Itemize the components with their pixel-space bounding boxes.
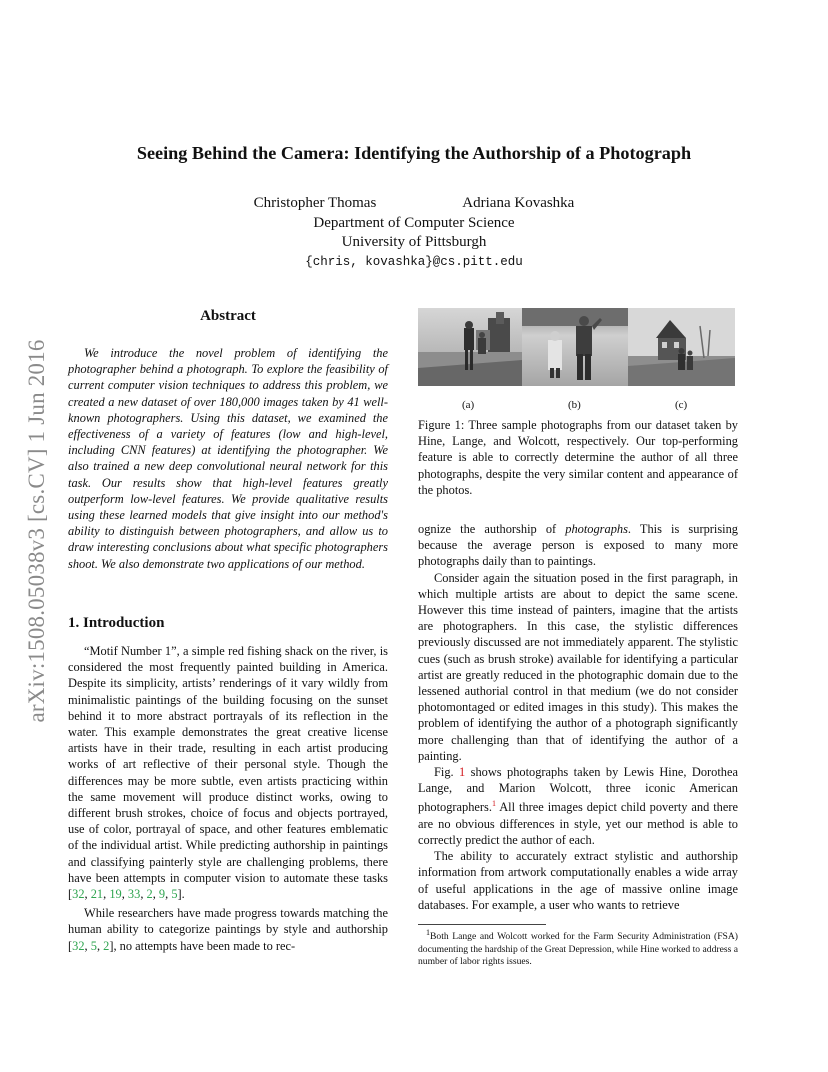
photo-b-lange	[522, 308, 628, 386]
intro-p1-text: “Motif Number 1”, a simple red fishing shack on the river, is considered the most frequently painted building in America. Despite its simplicity, artists’ renderings of it vary wildly from minimalistic paintings of the building focusing on the sunset behind it to more abstract portrayals of its reflection in the water. This example demonstrates the great creative license artists have in their trade, resulting in each artist producing works of art reflective of their personal style. Though the differences may be more subtle, even artists practicing within the same movement will produce distinct works, owing to different brush strokes, choice of focus and objects portrayed, use of color, portrayal of space, and other features emblematic of the individual artist. While predicting authorship in paintings and classifying painterly style are challenging problems, there have been attempts in computer vision to automate these tasks [	[68, 644, 388, 902]
subfigure-label-c: (c)	[675, 399, 688, 411]
photo-a-hine	[418, 308, 522, 386]
subfigure-label-a: (a)	[462, 399, 475, 411]
intro-paragraph-1: “Motif Number 1”, a simple red fishing shack on the river, is considered the most frequently painted building in America. Despite its simplicity, artists’ renderings of it vary wildly from minimalistic paintings of the building focusing on the sunset behind it to more abstract portrayals of its reflection in the water. This example demonstrates the great creative license artists have in their trade, resulting in each artist producing works of art reflective of their personal style. Though the differences may be more subtle, even artists practicing within the same movement will produce distinct works, owing to different brush strokes, choice of focus and objects portrayed, use of color, portrayal of space, and other features emblematic of the individual artist. While predicting authorship in paintings and classifying painterly style are challenging problems, there have been attempts in computer vision to automate these tasks [32, 21, 19, 33, 2, 9, 5].	[68, 644, 388, 902]
right-p2-end: All three images depict child poverty and there are no obvious differences in style, yet our method is able to correctly predict the author of each.	[418, 800, 738, 847]
abstract-heading: Abstract	[200, 308, 256, 324]
right-p0-text: ognize the authorship of	[418, 522, 566, 536]
right-p0-end: . This is surprising because the average person is exposed to many more photographs daily than to paintings.	[418, 522, 738, 569]
footnote-marker-link[interactable]: 1	[491, 799, 496, 809]
intro-p2-end: ], no attempts have been made to rec-	[109, 938, 296, 953]
author-email: {chris, kovashka}@cs.pitt.edu	[305, 255, 523, 269]
citation-link[interactable]: 32	[72, 887, 85, 902]
figure-reference-link[interactable]: 1	[459, 765, 466, 780]
photo-c-wolcott	[628, 308, 735, 386]
citation-link[interactable]: 5	[171, 887, 178, 902]
abstract-paragraph: We introduce the novel problem of identifying the photographer behind a photograph. To explore the feasibility of current computer vision techniques to address this problem, we created a new dataset of over 180,000 images taken by 41 well-known photographers. Using this dataset, we examined the effectiveness of a variety of features (low and high-level, including CNN features) at identifying the photographer. We also trained a new deep convolutional neural network for this task. Our results show that high-level features greatly outperform low-level features. We provide qualitative results using these learned models that give insight into our method's ability to distinguish between photographers, and allow us to draw interesting conclusions about what specific photographers shoot. We also demonstrate two applications of our method.	[68, 346, 388, 571]
subfigure-label-b: (b)	[568, 399, 581, 411]
intro-p2-text: While researchers have made progress towards matching the human ability to categorize paintings by style and authorship [	[68, 906, 388, 953]
footnote-text: Both Lange and Wolcott worked for the Farm Security Administration (FSA) documenting the hardship of the Great Depression, while Hine worked to address a number of labor rights issues.	[418, 931, 738, 967]
introduction-text	[68, 643, 388, 954]
intro-p1-end: ].	[177, 887, 185, 902]
citation-link[interactable]: 2	[146, 887, 153, 902]
footnote	[418, 927, 738, 968]
right-paragraph-3: The ability to accurately extract stylistic and authorship information from artwork computationally enables a wide array of useful applications in the age of massive online image databases. For example, a user who wants to retrieve	[418, 849, 738, 912]
citation-link[interactable]: 21	[90, 887, 104, 902]
right-p2-mid: shows photographs taken by Lewis Hine, Dorothea Lange, and Marion Wolcott, three iconic American photographers.	[418, 765, 738, 815]
affiliation-university: University of Pittsburgh	[341, 234, 487, 250]
arxiv-identifier	[22, 296, 52, 766]
author-2: Adriana Kovashka	[462, 195, 575, 211]
citation-link[interactable]: 2	[103, 938, 110, 953]
abstract-text	[68, 345, 388, 572]
paper-title: Seeing Behind the Camera: Identifying the Authorship of a Photograph	[136, 143, 692, 163]
citation-link[interactable]: 5	[90, 938, 97, 953]
right-p2-text: Fig.	[434, 765, 460, 780]
right-p0-emphasis: photographs	[565, 522, 628, 536]
citation-link[interactable]: 19	[109, 887, 122, 902]
affiliation-department: Department of Computer Science	[313, 215, 515, 231]
arxiv-identifier-text: arXiv:1508.05038v3 [cs.CV] 1 Jun 2016	[24, 339, 49, 723]
citation-link[interactable]: 9	[158, 887, 166, 902]
right-paragraph-1: Consider again the situation posed in the first paragraph, in which multiple artists are about to depict the same scene. However this time instead of painters, imagine that the artists are photographers. In this case, the stylistic differences previously discussed are not immediately apparent. The stylistic cues (such as brush stroke) available for identifying a particular artist are greatly reduced in the photographic domain due to the lessened authorial control in that medium (we do not consider photomontaged or edited images in this study). This makes the problem of identifying the author of a photograph significantly more challenging than that of identifying the author of a painting.	[418, 570, 738, 763]
author-list	[0, 195, 828, 212]
author-1: Christopher Thomas	[253, 195, 377, 211]
intro-paragraph-2: While researchers have made progress towards matching the human ability to categorize paintings by style and authorship [32, 5, 2], no attempts have been made to rec-	[68, 906, 388, 953]
introduction-heading: 1. Introduction	[68, 615, 165, 631]
right-paragraph-0	[418, 521, 738, 570]
right-column-text	[418, 521, 738, 913]
citation-link[interactable]: 32	[72, 938, 85, 953]
footnote-divider	[418, 924, 546, 925]
citation-link[interactable]: 33	[127, 887, 141, 902]
figure-1-photographs	[418, 308, 735, 386]
footnote-number: 1	[426, 928, 430, 937]
figure-1-caption: Figure 1: Three sample photographs from our dataset taken by Hine, Lange, and Wolcott, respectively. Our top-performing feature is able to correctly determine the author of all three photographs, despite the very similar content and appearance of the photos.	[418, 418, 738, 497]
right-paragraph-2	[418, 764, 738, 848]
